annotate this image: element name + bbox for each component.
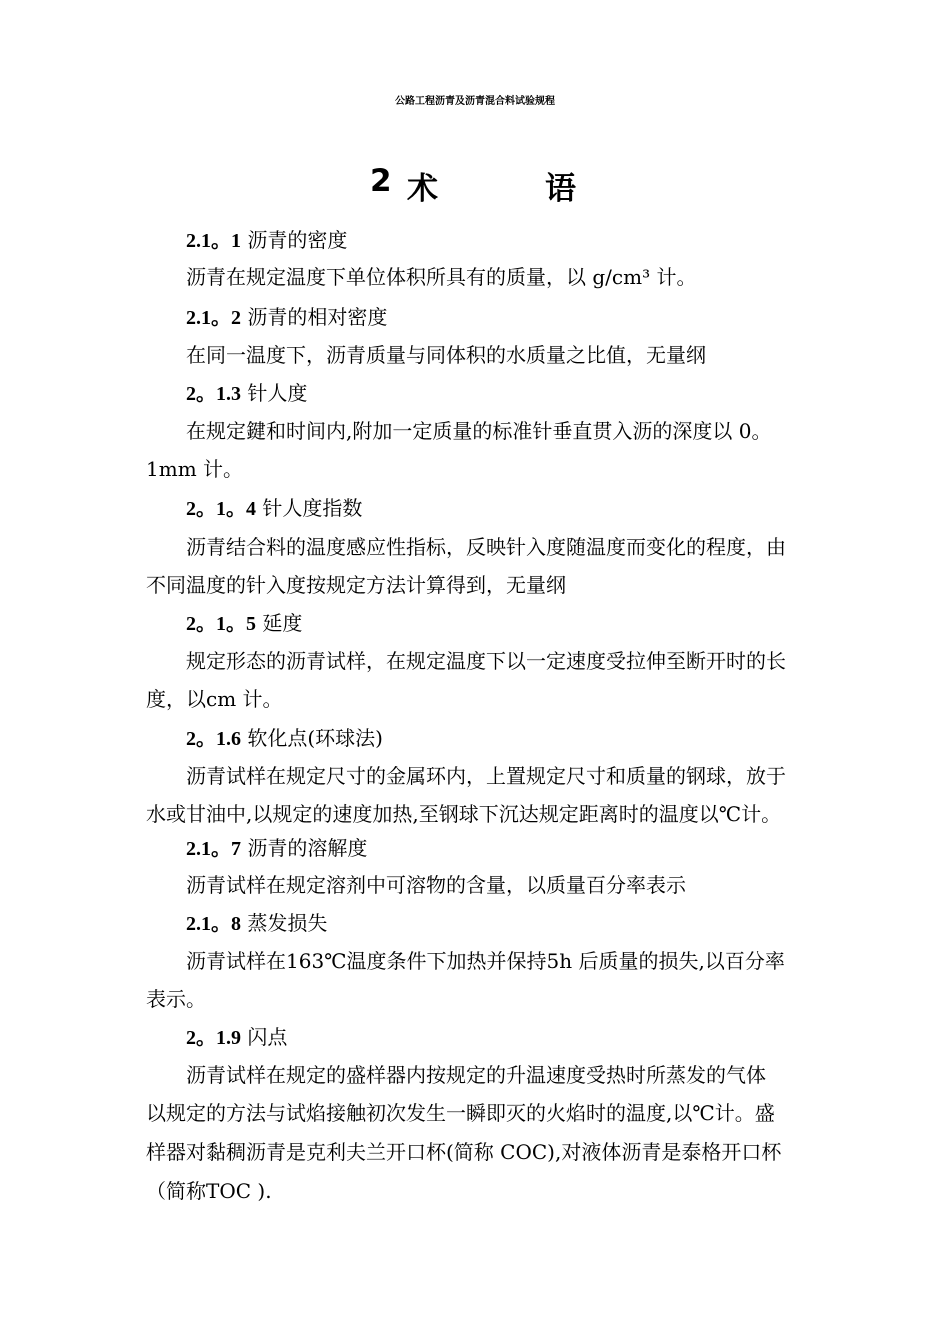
section-text-line: 在规定鍵和时间内,附加一定质量的标准针垂直贯入沥的深度以 0。: [186, 419, 772, 443]
section-heading-2-1-9: [186, 1025, 287, 1050]
section-number: 2.1。2: [186, 307, 241, 329]
section-name: 沥青的溶解度: [247, 836, 368, 860]
section-text-line: 沥青在规定温度下单位体积所具有的质量，以 g/cm³ 计。: [186, 265, 697, 289]
section-text-line: 水或甘油中,以规定的速度加热,至钢球下沉达规定距离时的温度以℃计。: [146, 802, 782, 826]
section-number: 2.1。1: [186, 230, 241, 252]
document-title: 公路工程沥青及沥青混合料试验规程: [395, 96, 555, 107]
section-name: 延度: [262, 611, 303, 635]
section-text-line: （简称TOC ).: [146, 1179, 272, 1203]
section-heading-2-1-3: [186, 381, 307, 406]
section-heading-2-1-5: [186, 611, 302, 636]
section-text-line: 沥青试样在163℃温度条件下加热并保持5h 后质量的损失,以百分率: [186, 949, 785, 973]
section-text-line: 度，以cm 计。: [146, 687, 283, 711]
chapter-word-1: 术: [407, 171, 438, 207]
section-heading-2-1-1: [186, 228, 347, 253]
section-name: 沥青的密度: [247, 228, 348, 252]
section-text-line: 表示。: [146, 987, 206, 1011]
section-name: 闪点: [247, 1025, 288, 1049]
section-text-line: 规定形态的沥青试样，在规定温度下以一定速度受拉伸至断开时的长: [186, 649, 786, 673]
section-text-line: 1mm 计。: [146, 457, 244, 481]
section-heading-2-1-6: [186, 726, 383, 751]
section-number: 2。1.6: [186, 728, 241, 750]
section-number: 2。1。5: [186, 613, 256, 635]
section-name: 蒸发损失: [247, 911, 328, 935]
section-text-line: 沥青试样在规定尺寸的金属环内，上置规定尺寸和质量的钢球，放于: [186, 764, 786, 788]
section-text-line: 样器对黏稠沥青是克利夫兰开口杯(简称 COC),对液体沥青是泰格开口杯: [146, 1140, 782, 1164]
section-text-line: 沥青结合料的温度感应性指标，反映针入度随温度而变化的程度，由: [186, 535, 786, 559]
section-number: 2。1。4: [186, 498, 256, 520]
section-heading-2-1-4: [186, 496, 362, 521]
section-text-line: 以规定的方法与试焰接触初次发生一瞬即灭的火焰时的温度,以℃计。盛: [146, 1101, 775, 1125]
section-number: 2.1。7: [186, 838, 241, 860]
section-text-line: 沥青试样在规定的盛样器内按规定的升温速度受热时所蒸发的气体: [186, 1063, 766, 1087]
section-heading-2-1-7: [186, 836, 367, 861]
section-heading-2-1-8: [186, 911, 327, 936]
section-name: 针人度: [247, 381, 308, 405]
section-text-line: 沥青试样在规定溶剂中可溶物的含量，以质量百分率表示: [186, 873, 686, 897]
section-text-line: 不同温度的针入度按规定方法计算得到，无量纲: [146, 573, 566, 597]
chapter-number: 2: [370, 163, 392, 199]
section-name: 软化点(环球法): [247, 726, 383, 750]
section-number: 2.1。8: [186, 913, 241, 935]
chapter-word-2: 语: [545, 171, 576, 207]
section-number: 2。1.9: [186, 1027, 241, 1049]
section-name: 针人度指数: [262, 496, 363, 520]
section-heading-2-1-2: [186, 305, 387, 330]
section-text-line: 在同一温度下，沥青质量与同体积的水质量之比值，无量纲: [186, 343, 706, 367]
section-number: 2。1.3: [186, 383, 241, 405]
section-name: 沥青的相对密度: [247, 305, 388, 329]
